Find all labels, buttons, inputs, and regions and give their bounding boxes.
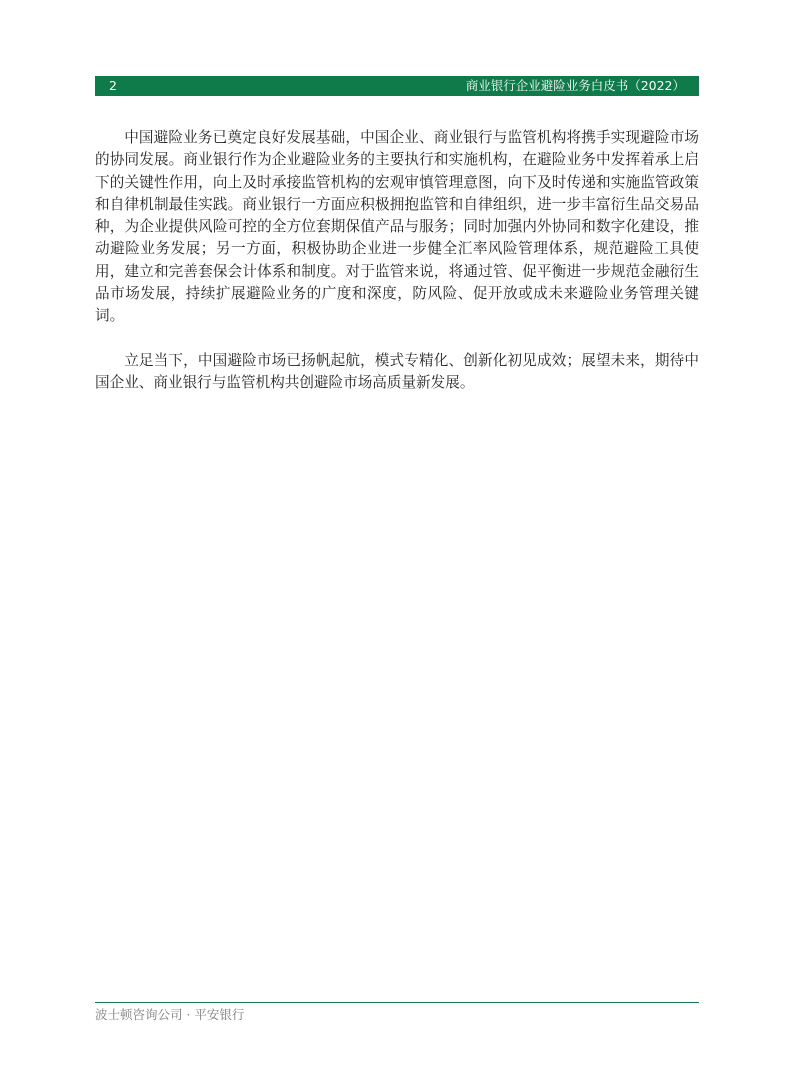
page-header-bar [95, 76, 699, 96]
paragraph: 立足当下，中国避险市场已扬帆起航，模式专精化、创新化初见成效；展望未来，期待中国企业、商业银行与监管机构共创避险市场高质量新发展。 [95, 351, 699, 392]
paragraph: 中国避险业务已奠定良好发展基础，中国企业、商业银行与监管机构将携手实现避险市场的协同发展。商业银行作为企业避险业务的主要执行和实施机构，在避险业务中发挥着承上启下的关键性作用，向上及时承接监管机构的宏观审慎管理意图，向下及时传递和实施监管政策和自律机制最佳实践。商业银行一方面应积极拥抱监管和自律组织，进一步丰富衍生品交易品种，为企业提供风险可控的全方位套期保值产品与服务；同时加强内外协同和数字化建设，推动避险业务发展；另一方面，积极协助企业进一步健全汇率风险管理体系，规范避险工具使用，建立和完善套保会计体系和制度。对于监管来说，将通过管、促平衡进一步规范金融衍生品市场发展，持续扩展避险业务的广度和深度，防风险、促开放或成未来避险业务管理关键词。 [95, 129, 699, 325]
page-number: 2 [109, 78, 117, 93]
main-body [95, 127, 699, 417]
report-title: 商业银行企业避险业务白皮书（2022） [465, 78, 685, 93]
footer-credits: 波士顿咨询公司 · 平安银行 [95, 1007, 245, 1022]
footer-divider [95, 1002, 699, 1003]
